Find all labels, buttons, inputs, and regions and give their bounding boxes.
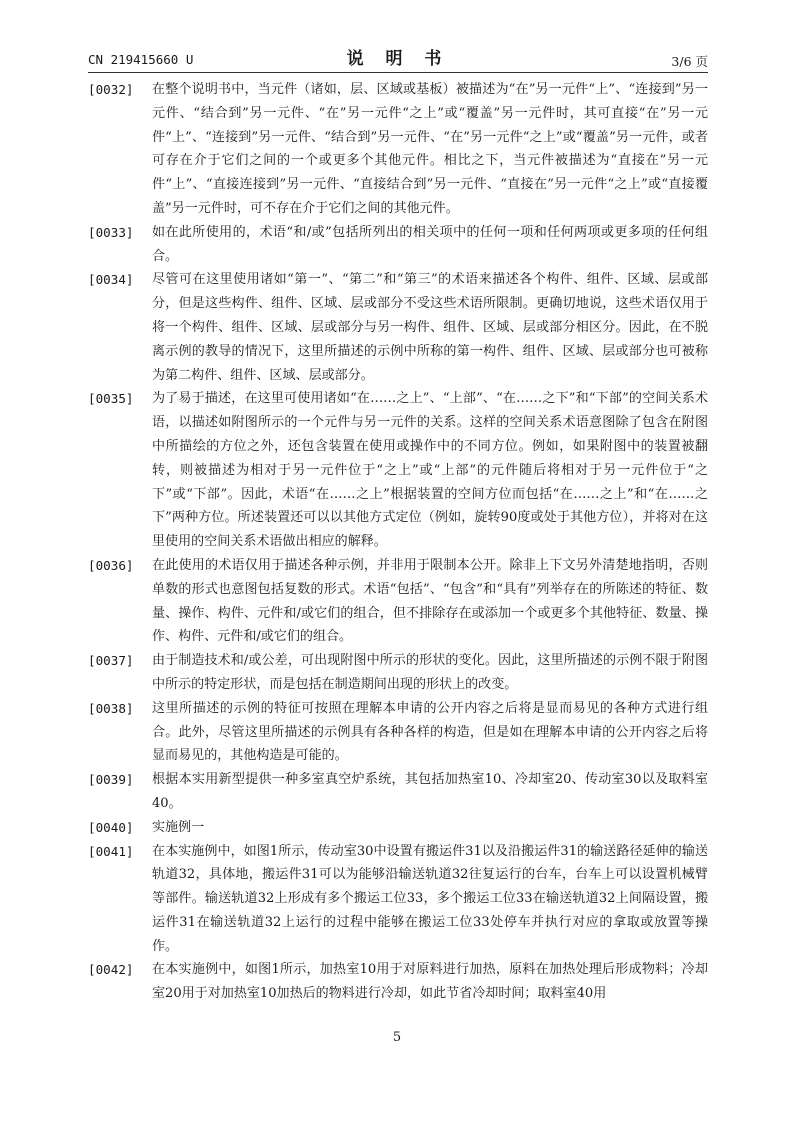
paragraph-text: 尽管可在这里使用诸如“第一”、“第二”和“第三”的术语来描述各个构件、组件、区域、层或部分，但是这些构件、组件、区域、层或部分不受这些术语所限制。更确切地说，这些术语仅用于将一个构件、组件、区域、层或部分与另一构件、组件、区域、层或部分相区分。因此，在不脱离示例的教导的情况下，这里所描述的示例中所称的第一构件、组件、区域、层或部分也可被称为第二构件、组件、区域、层或部分。 xyxy=(152,272,708,383)
header-rule xyxy=(88,72,708,73)
paragraph-0037 xyxy=(88,649,708,697)
paragraph-number: [0034] xyxy=(88,272,134,288)
paragraph-text: 这里所描述的示例的特征可按照在理解本申请的公开内容之后将是显而易见的各种方式进行组合。此外，尽管这里所描述的示例具有各种各样的构造，但是如在理解本申请的公开内容之后将显而易见的，其他构造是可能的。 xyxy=(152,700,708,764)
publication-number: CN 219415660 U xyxy=(88,52,194,67)
paragraph-0042 xyxy=(88,958,708,1006)
page-header xyxy=(88,44,708,70)
paragraph-number: [0035] xyxy=(88,391,134,407)
paragraph-number: [0040] xyxy=(88,819,134,835)
page-label: 3/6 页 xyxy=(671,54,708,69)
paragraph-text: 如在此所使用的，术语“和/或”包括所列出的相关项中的任何一项和任何两项或更多项的任何组合。 xyxy=(152,224,708,264)
paragraph-0038 xyxy=(88,697,708,768)
paragraph-number: [0038] xyxy=(88,700,134,716)
description-body xyxy=(88,78,708,1006)
paragraph-text: 根据本实用新型提供一种多室真空炉系统，其包括加热室10、冷却室20、传动室30以及取料室40。 xyxy=(152,772,708,811)
paragraph-text: 由于制造技术和/或公差，可出现附图中所示的形状的变化。因此，这里所描述的示例不限于附图中所示的特定形状，而是包括在制造期间出现的形状上的改变。 xyxy=(152,653,708,692)
paragraph-0035 xyxy=(88,387,708,554)
paragraph-number: [0042] xyxy=(88,962,134,978)
paragraph-0034 xyxy=(88,268,708,387)
paragraph-number: [0032] xyxy=(88,82,134,97)
paragraph-number: [0037] xyxy=(88,653,134,669)
paragraph-text: 在本实施例中，如图1所示，加热室10用于对原料进行加热，原料在加热处理后形成物料；冷却室20用于对加热室10加热后的物料进行冷却，如此节省冷却时间；取料室40用 xyxy=(152,962,708,1002)
paragraph-text: 在整个说明书中，当元件（诸如，层、区域或基板）被描述为“在”另一元件“上”、“连接到”另一元件、“结合到”另一元件、“在”另一元件“之上”或“覆盖”另一元件时，其可直接“在”另一元件“上”、“连接到”另一元件、“结合到”另一元件、“在”另一元件“之上”或“覆盖”另一元件，或者可存在介于它们之间的一个或更多个其他元件。相比之下，当元件被描述为“直接在”另一元件“上”、“直接连接到”另一元件、“直接结合到”另一元件、“直接在”另一元件“之上”或“直接覆盖”另一元件时，可不存在介于它们之间的其他元件。 xyxy=(152,82,708,216)
paragraph-number: [0041] xyxy=(88,843,134,859)
paragraph-text: 在此使用的术语仅用于描述各种示例，并非用于限制本公开。除非上下文另外清楚地指明，否则单数的形式也意图包括复数的形式。术语“包括”、“包含”和“具有”列举存在的所陈述的特征、数量、操作、构件、元件和/或它们的组合，但不排除存在或添加一个或更多个其他特征、数量、操作、构件、元件和/或它们的组合。 xyxy=(152,557,708,645)
paragraph-text: 为了易于描述，在这里可使用诸如“在……之上”、“上部”、“在……之下”和“下部”的空间关系术语，以描述如附图所示的一个元件与另一元件的关系。这样的空间关系术语意图除了包含在附图中所描绘的方位之外，还包含装置在使用或操作中的不同方位。例如，如果附图中的装置被翻转，则被描述为相对于另一元件位于“之上”或“上部”的元件随后将相对于另一元件位于“之下”或“下部”。因此，术语“在……之上”根据装置的空间方位而包括“在……之上”和“在……之下”两种方位。所述装置还可以以其他方式定位（例如，旋转90度或处于其他方位），并将对在这里使用的空间关系术语做出相应的解释。 xyxy=(152,391,708,550)
paragraph-0039 xyxy=(88,768,708,816)
paragraph-0032 xyxy=(88,78,708,221)
section-heading: 实施例一 xyxy=(152,819,205,835)
paragraph-text: 在本实施例中，如图1所示，传动室30中设置有搬运件31以及沿搬运件31的输送路径延伸的输送轨道32，具体地，搬运件31可以为能够沿输送轨道32往复运行的台车，台车上可以设置机械臂等部件。输送轨道32上形成有多个搬运工位33，多个搬运工位33在输送轨道32上间隔设置，搬运件31在输送轨道32上运行的过程中能够在搬运工位33处停车并执行对应的拿取或放置等操作。 xyxy=(152,843,708,954)
paragraph-number: [0039] xyxy=(88,772,134,788)
paragraph-0036 xyxy=(88,554,708,649)
paragraph-number: [0036] xyxy=(88,557,134,573)
paragraph-0040 xyxy=(88,816,708,840)
paragraph-0033 xyxy=(88,221,708,269)
document-title: 说 明 书 xyxy=(346,49,450,69)
paragraph-number: [0033] xyxy=(88,224,134,240)
paragraph-0041 xyxy=(88,840,708,959)
page-number: 5 xyxy=(392,1030,402,1045)
